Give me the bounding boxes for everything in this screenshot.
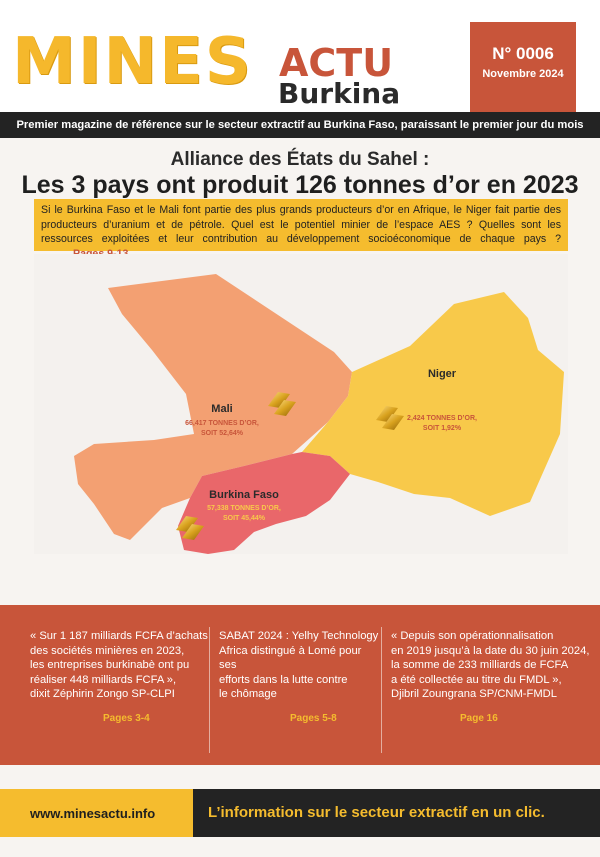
- story-kicker: Alliance des États du Sahel :: [170, 149, 430, 170]
- map-share-burkina: SOIT 45,44%: [222, 515, 266, 522]
- footer-slogan: L’information sur le secteur extractif en un clic.: [208, 804, 545, 821]
- story-line: la somme de 233 milliards de FCFA: [391, 659, 569, 672]
- story-line: a été collectée au titre du FMDL »,: [391, 673, 562, 686]
- logo-mines: MINES: [12, 25, 253, 99]
- story-teaser[interactable]: [391, 629, 591, 702]
- story-line: Africa distingué à Lomé pour ses: [219, 644, 362, 672]
- story-line: dixit Zéphirin Zongo SP-CLPI: [30, 688, 175, 701]
- footer-url-box: [0, 789, 193, 837]
- story-line: SABAT 2024 : Yelhy Technology: [219, 630, 379, 642]
- map-share-niger: SOIT 1,92%: [422, 425, 462, 432]
- story-headline: Les 3 pays ont produit 126 tonnes d’or en 2023: [21, 171, 579, 199]
- map-value-niger: 2,424 TONNES D’OR,: [407, 415, 477, 422]
- issue-number: N° 0006: [492, 44, 554, 63]
- map-label-niger: Niger: [427, 368, 457, 380]
- story-divider: [381, 627, 382, 753]
- story-teaser[interactable]: [219, 629, 379, 702]
- story-line: les entreprises burkinabè ont pu: [30, 659, 190, 672]
- story-lede: [34, 199, 568, 251]
- logo-burkina: Burkina: [278, 77, 401, 110]
- story-line: des sociétés minières en 2023,: [30, 644, 185, 657]
- map-label-burkina: Burkina Faso: [209, 489, 279, 501]
- story-line: efforts dans la lutte contre: [219, 673, 348, 686]
- map-svg: [34, 254, 568, 554]
- story-line: le chômage: [219, 688, 277, 701]
- map-label-mali: Mali: [211, 403, 233, 415]
- story-teaser[interactable]: [30, 629, 208, 702]
- map-share-mali: SOIT 52,64%: [200, 430, 244, 437]
- story-line: Djibril Zoungrana SP/CNM-FMDL: [391, 688, 557, 701]
- issue-date: Novembre 2024: [482, 68, 564, 80]
- footer-url-link[interactable]: www.minesactu.info: [30, 806, 156, 821]
- story-line: « Depuis son opérationnalisation: [391, 630, 554, 642]
- map-value-burkina: 57,338 TONNES D’OR,: [207, 505, 281, 512]
- footer-slogan-box: [193, 789, 600, 837]
- aes-map: [34, 254, 568, 554]
- story-line: « Sur 1 187 milliards FCFA d’achats: [30, 630, 208, 642]
- stories-panel: [0, 605, 600, 765]
- masthead: [0, 0, 600, 112]
- story-pages-link[interactable]: Pages 3-4: [103, 713, 150, 724]
- story-pages-link[interactable]: Pages 5-8: [290, 713, 337, 724]
- story-divider: [209, 627, 210, 753]
- story-line: en 2019 jusqu’à la date du 30 juin 2024,: [391, 644, 590, 657]
- issue-box: [470, 22, 576, 112]
- story-line: réaliser 448 milliards FCFA »,: [30, 673, 177, 686]
- map-value-mali: 66,417 TONNES D’OR,: [185, 420, 259, 427]
- logo-actu: ACTU: [279, 41, 394, 85]
- tagline: Premier magazine de référence sur le secteur extractif au Burkina Faso, paraissant le premier jour du mois: [0, 112, 600, 138]
- story-pages-link[interactable]: Page 16: [460, 713, 498, 724]
- lede-text: Si le Burkina Faso et le Mali font partie des plus grands producteurs d’or en Afrique, le Niger fait partie des producteurs d’uranium et de pétrole. Quel est le potentiel minier de l’espace AES ? Quelles sont les ressources exploitées et leur contribution au développement socioéconomique de chaque pays ?: [41, 204, 561, 245]
